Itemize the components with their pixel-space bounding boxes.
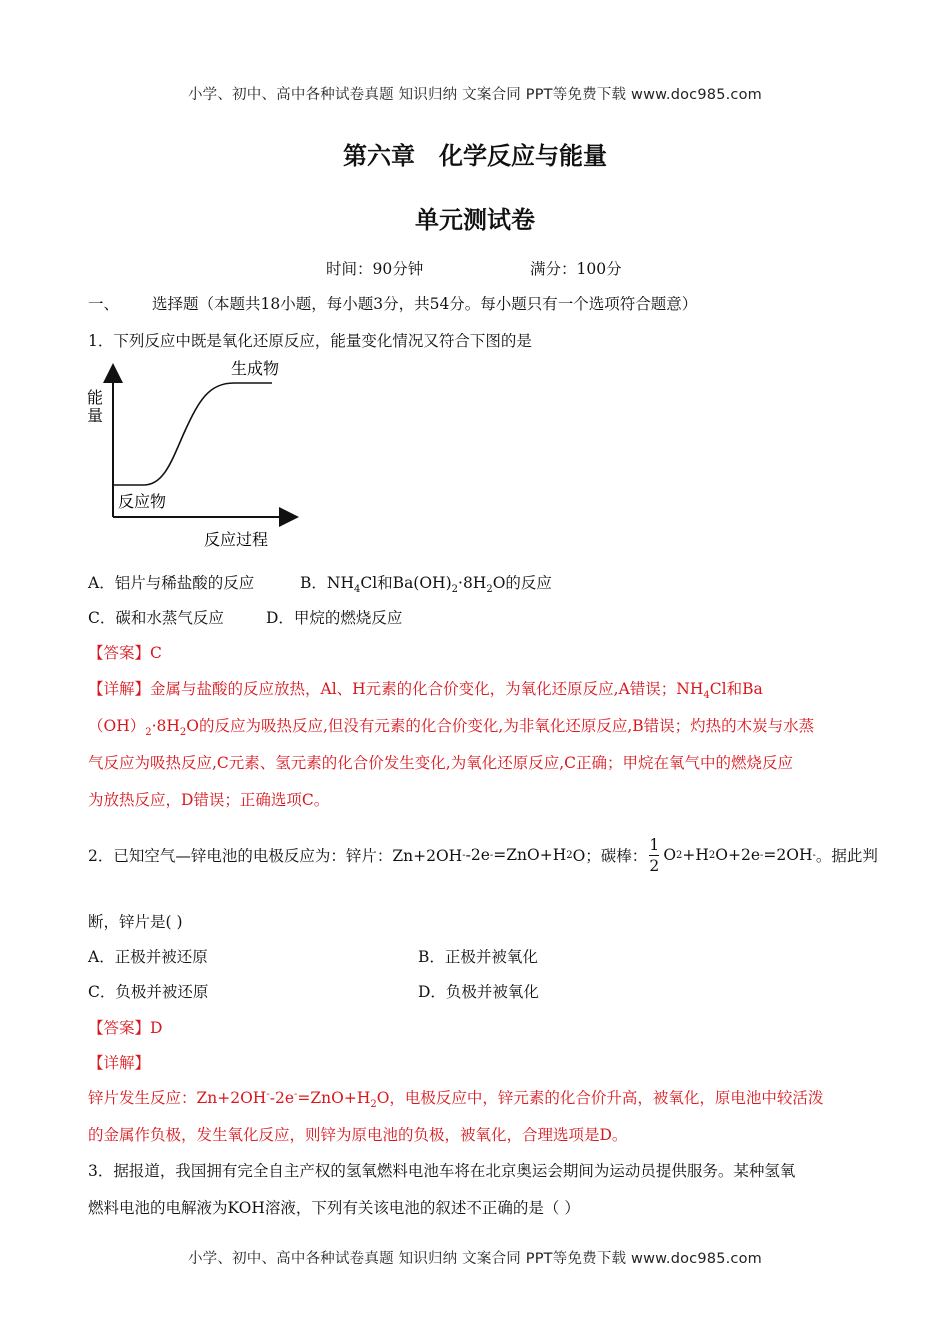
score-label: 满分：100分: [530, 260, 622, 278]
q2-detail-line2: 的金属作负极，发生氧化反应，则锌为原电池的负极，被氧化，合理选项是D。: [88, 1126, 628, 1144]
q1-option-a: A．铝片与稀盐酸的反应: [88, 574, 255, 592]
q2-option-c: C．负极并被还原: [88, 983, 209, 1001]
chapter-title: 第六章 化学反应与能量: [343, 142, 607, 170]
q2-detail-line1: 锌片发生反应：$Zn+2OH^--2e^-=ZnO+H_2O$，电极反应中，锌元素的化合价升高，被氧化，原电池中较活泼: [88, 1088, 824, 1111]
q3-stem-line2: 燃料电池的电解液为KOH溶液，下列有关该电池的叙述不正确的是（ ）: [88, 1199, 580, 1217]
y-label-1: 能: [87, 388, 104, 407]
product-label: 生成物: [231, 359, 280, 378]
q2-answer: 【答案】D: [88, 1019, 163, 1037]
q1-option-d: D．甲烷的燃烧反应: [266, 609, 403, 627]
q2-option-d: D．负极并被氧化: [418, 983, 539, 1001]
q1-option-b: B．$NH_4Cl$和$Ba(OH)_2\cdot 8H_2O$的反应: [300, 574, 552, 596]
q1-detail-line1: 【详解】金属与盐酸的反应放热，Al、H元素的化合价变化，为氧化还原反应,A错误；$NH_4Cl$和Ba: [88, 680, 763, 702]
energy-curve: [114, 383, 272, 485]
section-heading: 选择题（本题共18小题，每小题3分，共54分。每小题只有一个选项符合题意）: [152, 295, 698, 313]
page-footer: 小学、初中、高中各种试卷真题 知识归纳 文案合同 PPT等免费下载 www.doc985.com: [187, 1251, 763, 1267]
q2-stem-line1: 2．已知空气—锌电池的电极反应为：锌片：Zn+2OH - -2e - =ZnO+H 2 O；碳棒： $\frac{1}{2}$ O 2 +H 2 O+2e - =2OH - 。据此判: [88, 835, 878, 875]
q2-detail-label: 【详解】: [88, 1054, 151, 1072]
section-number: 一、: [88, 295, 120, 313]
q2-stem-line2: 断，锌片是( ): [88, 913, 183, 931]
test-subtitle: 单元测试卷: [415, 206, 535, 234]
q1-option-c: C．碳和水蒸气反应: [88, 609, 224, 627]
reactant-label: 反应物: [118, 492, 167, 511]
q1-detail-line3: 气反应为吸热反应,C元素、氢元素的化合价发生变化,为氧化还原反应,C正确；甲烷在氧气中的燃烧反应: [88, 754, 794, 772]
y-label-2: 量: [87, 406, 104, 425]
q1-detail-line4: 为放热反应，D错误；正确选项C。: [88, 791, 330, 809]
energy-diagram: [84, 355, 304, 555]
q3-stem-line1: 3．据报道，我国拥有完全自主产权的氢氧燃料电池车将在北京奥运会期间为运动员提供服务。某种氢氧: [88, 1162, 796, 1180]
q1-detail-line2: $(OH)_2\cdot 8H_2O$的反应为吸热反应,但没有元素的化合价变化,为非氧化还原反应,B错误；灼热的木炭与水蒸: [88, 717, 815, 739]
q1-answer: 【答案】C: [88, 644, 162, 662]
fraction-one-half: $\frac{1}{2}$: [649, 835, 660, 875]
q1-stem: 1．下列反应中既是氧化还原反应，能量变化情况又符合下图的是: [88, 332, 532, 350]
q2-option-b: B．正极并被氧化: [418, 948, 538, 966]
page-header: 小学、初中、高中各种试卷真题 知识归纳 文案合同 PPT等免费下载 www.doc985.com: [187, 87, 763, 103]
x-label: 反应过程: [204, 530, 269, 549]
time-label: 时间：90分钟: [326, 260, 424, 278]
q2-option-a: A．正极并被还原: [88, 948, 208, 966]
